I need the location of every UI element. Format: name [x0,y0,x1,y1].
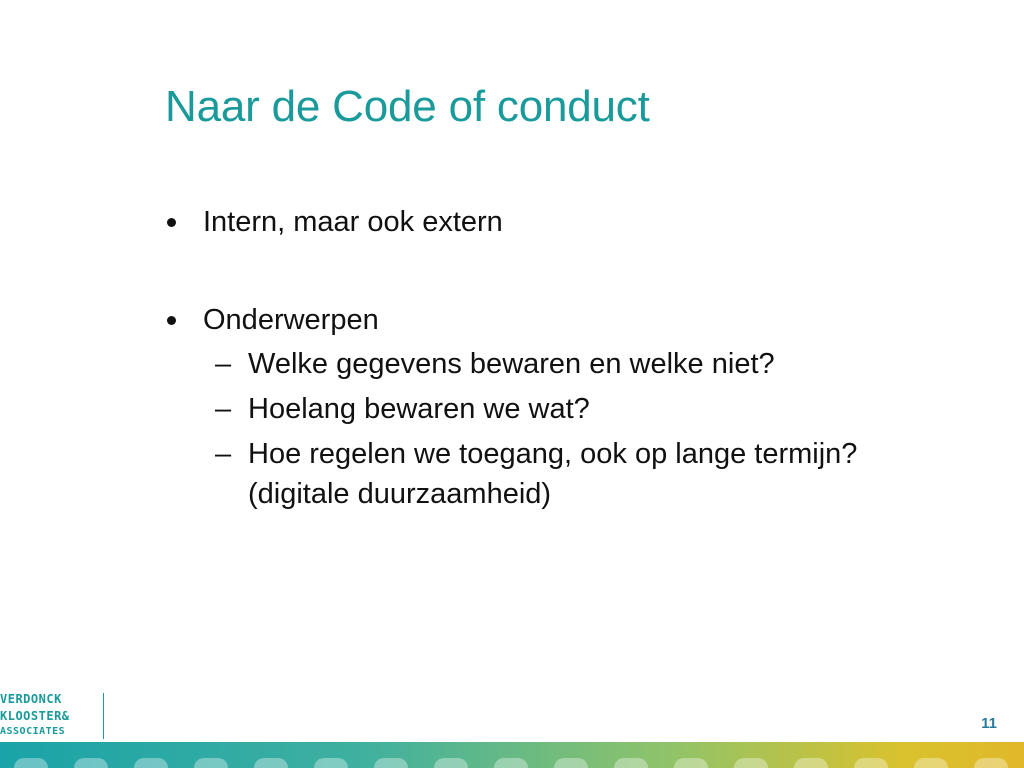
bullet-item [165,202,995,242]
footer-tile-decoration [854,758,888,768]
slide-content [165,202,995,514]
slide-title: Naar de Code of conduct [165,82,650,131]
company-logo [0,692,120,740]
logo-divider [103,693,104,739]
footer-tile-decoration [734,758,768,768]
logo-line-1: VERDONCK [0,692,62,706]
dash-icon: – [215,348,232,380]
footer-tile-decoration [254,758,288,768]
bullet-dot-icon [167,218,176,227]
footer-tile-decoration [674,758,708,768]
sub-bullet-text: Hoe regelen we toegang, ook op lange termijn? [248,438,858,470]
footer-tile-decoration [194,758,228,768]
bullet-item [165,300,995,340]
dash-icon: – [215,393,232,425]
footer-tile-decoration [14,758,48,768]
footer-tile-decoration [494,758,528,768]
sub-bullet-item [215,389,995,429]
sub-bullet-item [215,434,995,514]
footer-tile-decoration [914,758,948,768]
spacer [165,242,995,300]
footer-tile-decoration [134,758,168,768]
dash-icon: – [215,438,232,470]
sub-bullet-text: Welke gegevens bewaren en welke niet? [248,348,775,380]
sub-bullet-text: Hoelang bewaren we wat? [248,393,590,425]
bullet-text: Intern, maar ook extern [203,206,503,238]
logo-line-3: ASSOCIATES [0,726,66,737]
sub-bullet-item [215,344,995,384]
sub-bullet-text-continued: (digitale duurzaamheid) [248,478,552,510]
footer-tile-decoration [974,758,1008,768]
footer-tile-decoration [434,758,468,768]
logo-line-2: KLOOSTER& [0,709,70,723]
footer-tile-decoration [614,758,648,768]
footer-tile-decoration [374,758,408,768]
page-number: 11 [981,715,997,732]
bullet-dot-icon [167,316,176,325]
footer-tile-decoration [74,758,108,768]
footer-tile-decoration [554,758,588,768]
footer-tile-decoration [794,758,828,768]
bullet-text: Onderwerpen [203,304,379,336]
footer-tile-decoration [314,758,348,768]
